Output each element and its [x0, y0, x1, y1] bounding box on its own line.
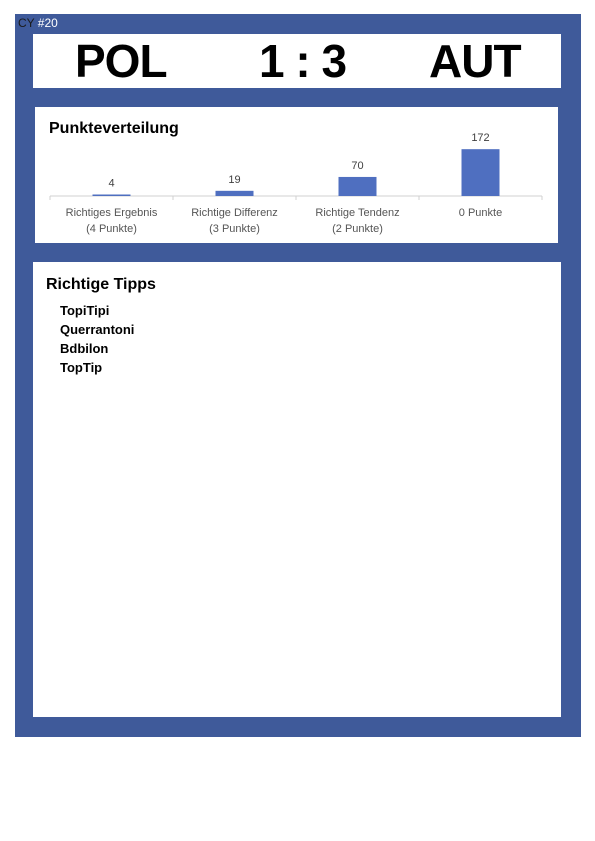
category-label: (3 Punkte) — [209, 223, 260, 235]
tips-list — [60, 301, 134, 377]
category-label: Richtige Differenz — [191, 207, 278, 219]
bar — [462, 149, 500, 196]
bar — [216, 191, 254, 196]
data-label: 19 — [228, 173, 241, 186]
bar — [339, 177, 377, 196]
tips-title: Richtige Tipps — [46, 276, 156, 293]
tip-item: Querrantoni — [60, 322, 135, 337]
category-label: 0 Punkte — [458, 207, 503, 219]
data-label: 70 — [351, 159, 364, 172]
correct-tips-panel — [33, 262, 561, 717]
category-label: Richtiges Ergebnis — [65, 207, 158, 219]
match-id — [18, 15, 58, 31]
category-label: (4 Punkte) — [86, 223, 137, 235]
scoreboard — [33, 34, 561, 88]
match-score: 1 : 3 — [259, 35, 347, 87]
category-label: Richtige Tendenz — [315, 207, 400, 219]
tip-item: TopTip — [60, 360, 103, 375]
data-label: 4 — [108, 177, 115, 190]
match-prefix: CY — [18, 16, 35, 30]
points-chart — [35, 107, 558, 243]
tip-item: Bdbilon — [60, 341, 109, 356]
home-team: POL — [75, 35, 167, 87]
points-distribution-panel — [35, 107, 558, 243]
match-number: #20 — [37, 16, 58, 30]
category-label: (2 Punkte) — [332, 223, 383, 235]
tip-item: TopiTipi — [60, 303, 110, 318]
data-label: 172 — [471, 132, 490, 145]
away-team: AUT — [429, 35, 521, 87]
chart-title: Punkteverteilung — [49, 120, 179, 137]
bar — [93, 195, 131, 197]
